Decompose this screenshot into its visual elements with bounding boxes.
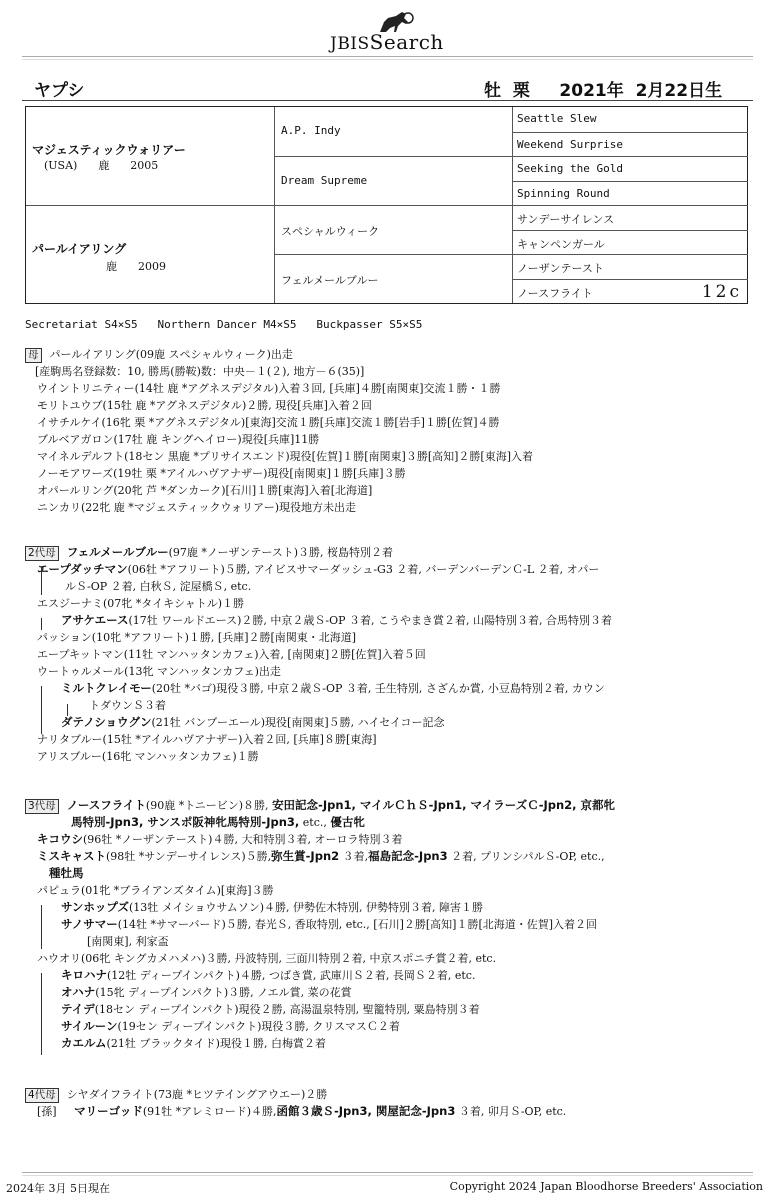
- logo-text-search: Search: [369, 30, 444, 54]
- progeny-detail-cont: ルＳ-OP ２着, 白秋Ｓ, 淀屋橋Ｓ, etc.: [65, 580, 252, 593]
- progeny-name: キロハナ: [61, 968, 107, 982]
- gen2-badge: 2代母: [25, 546, 59, 561]
- progeny-detail: ２着, プリンシパルＳ-OP, etc.,: [447, 850, 605, 863]
- pedigree-gen3-cell: [512, 107, 748, 132]
- progeny-detail: (21牡 バンブーエール)現役[南関東]５勝, ハイセイコー記念: [151, 716, 445, 729]
- tree-line: [41, 686, 42, 734]
- progeny-detail: (12牡 ディープインパクト)４勝, つばき賞, 武庫川Ｓ２着, 長岡Ｓ２着, etc.: [107, 969, 476, 982]
- progeny-summary: [産駒馬名登録数：10, 勝馬(勝鞍)数：中央－１(２), 地方－６(35)]: [35, 365, 365, 378]
- pedigree-gen3-name[interactable]: Seattle Slew: [517, 112, 597, 125]
- tree-line: [41, 973, 42, 1055]
- dam-section: [25, 346, 755, 516]
- fourth-dam-line: シヤダイフライト(73鹿 *ヒツテイングアウエー)２勝: [66, 1088, 328, 1101]
- pedigree-gen2-name[interactable]: フェルメールブルー: [281, 274, 379, 287]
- horse-name: ヤプシ: [34, 81, 85, 101]
- sire-name[interactable]: マジェスティックウォリアー: [32, 143, 186, 157]
- progeny-name: サンホップズ: [61, 900, 129, 914]
- progeny-item: パピュラ(01牝 *ブライアンズタイム)[東海]３勝: [37, 884, 274, 897]
- pedigree-gen3-cell: [512, 230, 748, 255]
- progeny-item: マイネルデルフト(18セン 黒鹿 *プリサイスエンド)現役[佐賀]１勝[南関東]３勝[高知]２勝[東海]入着: [37, 450, 533, 463]
- pedigree-gen3-cell: [512, 279, 748, 304]
- progeny-name: マリーゴッド: [74, 1104, 143, 1118]
- inbreeding-crosses: Secretariat S4×S5 Northern Dancer M4×S5 Buckpasser S5×S5: [25, 318, 423, 331]
- progeny-name: オハナ: [61, 985, 96, 999]
- progeny-item: ブルベアガロン(17牡 鹿 キングヘイロー)現役[兵庫]11勝: [37, 433, 320, 446]
- pedigree-gen3-name[interactable]: キャンペンガール: [517, 237, 605, 251]
- progeny-detail-cont: トダウンＳ３着: [89, 699, 166, 712]
- as-of-date: 2024年 3月 5日現在: [6, 1182, 110, 1195]
- progeny-detail: ３着,: [339, 850, 369, 863]
- progeny-detail: (14牡 *サマーバード)５勝, 春光Ｓ, 香取特別, etc., [石川]２勝[高知]１勝[北海道・佐賀]入着２回: [117, 918, 598, 931]
- progeny-detail-cont: [南関東], 利家盃: [87, 935, 169, 948]
- pedigree-gen3-name[interactable]: ノースフライト: [517, 286, 593, 300]
- progeny-name: ダテノショウグン: [61, 715, 152, 729]
- progeny-item: イサチルケイ(16牝 栗 *アグネスデジタル)[東海]交流１勝[兵庫]交流１勝[岩手]１勝[佐賀]４勝: [37, 416, 500, 429]
- progeny-item: モリトユウブ(15牡 鹿 *アグネスデジタル)２勝, 現役[兵庫]入着２回: [37, 399, 372, 412]
- tree-line: [41, 618, 42, 630]
- pedigree-gen3-name[interactable]: Seeking the Gold: [517, 162, 623, 175]
- title-rule: [22, 100, 753, 101]
- progeny-detail: (98牡 *サンデーサイレンス)５勝,: [106, 850, 272, 863]
- gen1-badge: 母: [25, 348, 42, 363]
- progeny-item: ノーモアワーズ(19牡 栗 *アイルハヴアナザー)現役[南関東]１勝[兵庫]３勝: [37, 467, 406, 480]
- dam-line: パールイアリング(09鹿 スペシャルウィーク)出走: [49, 348, 293, 361]
- progeny-detail-cont: 種牡馬: [49, 866, 84, 880]
- progeny-name: ミルトクレイモー: [61, 681, 152, 695]
- progeny-item: ナリタブルー(15牡 *アイルハヴアナザー)入着２回, [兵庫]８勝[東海]: [37, 733, 377, 746]
- gen4-badge: 4代母: [25, 1088, 59, 1103]
- progeny-name: ミスキャスト: [37, 849, 106, 863]
- progeny-stakes: 弥生賞-Jpn2: [271, 849, 340, 863]
- family-number: 12c: [701, 281, 742, 302]
- pedigree-gen2-cell: [274, 107, 512, 156]
- progeny-detail: (19セン ディープインパクト)現役３勝, クリスマスＣ２着: [117, 1020, 400, 1033]
- progeny-stakes: 函館３歳Ｓ-Jpn3, 関屋記念-Jpn3: [276, 1104, 456, 1118]
- tree-line: [41, 567, 42, 595]
- footer-rule-light: [22, 1175, 753, 1176]
- progeny-detail: (13牡 メイショウサムソン)４勝, 伊勢佐木特別, 伊勢特別３着, 障害１勝: [128, 901, 484, 914]
- progeny-name: キコウシ: [37, 832, 83, 846]
- progeny-detail: (06牡 *アフリート)５勝, アイビスサマーダッシュ-G3 ２着, バーデンバーデンＣ-L ２着, オパー: [127, 563, 600, 576]
- third-dam-honor: 優古牝: [330, 815, 365, 829]
- progeny-stakes: 福島記念-Jpn3: [368, 849, 448, 863]
- second-dam-name: フェルメールブルー: [66, 545, 169, 559]
- progeny-name: カエルム: [61, 1036, 107, 1050]
- progeny-name: サイルーン: [61, 1019, 118, 1033]
- footer-rule: [22, 1172, 753, 1173]
- progeny-item: エープキットマン(11牡 マンハッタンカフェ)入着, [南関東]２勝[佐賀]入着５回: [37, 648, 426, 661]
- copyright: Copyright 2024 Japan Bloodhorse Breeders' Association: [449, 1180, 763, 1193]
- second-dam-detail: (97鹿 *ノーザンテースト)３勝, 桜島特別２着: [168, 546, 394, 559]
- third-dam-stakes-cont: 馬特別-Jpn3, サンスポ阪神牝馬特別-Jpn3,: [71, 815, 300, 829]
- pedigree-gen3-cell: [512, 181, 748, 206]
- pedigree-gen2-name[interactable]: スペシャルウィーク: [281, 225, 380, 238]
- pedigree-gen3-cell: [512, 254, 748, 279]
- header-rule-light: [22, 59, 753, 60]
- third-dam-etc: etc.,: [302, 816, 327, 829]
- grandchild-label: [孫]: [37, 1105, 57, 1118]
- second-dam-section: [25, 544, 755, 765]
- progeny-name: エープダッチマン: [37, 562, 128, 576]
- pedigree-gen3-name[interactable]: Weekend Surprise: [517, 137, 623, 151]
- logo-text-jbis: JBIS: [330, 34, 370, 54]
- pedigree-gen2-cell: [274, 205, 512, 254]
- third-dam-name: ノースフライト: [66, 798, 146, 812]
- pedigree-dam-cell: [26, 205, 274, 303]
- sire-origin: (USA) 鹿 2005: [44, 159, 159, 172]
- horse-sex-color-birthdate: 牡 栗 2021年 2月22日生: [484, 81, 723, 101]
- dam-origin: 鹿 2009: [106, 260, 166, 273]
- third-dam-section: [25, 797, 755, 1052]
- pedigree-table: [25, 106, 748, 304]
- progeny-detail: (21牡 ブラックタイド)現役１勝, 白梅賞２着: [106, 1037, 326, 1050]
- third-dam-stakes: 安田記念-Jpn1, マイルＣｈＳ-Jpn1, マイラーズＣ-Jpn2, 京都牝: [272, 798, 616, 812]
- header-rule: [22, 56, 753, 57]
- gen3-badge: 3代母: [25, 799, 59, 814]
- pedigree-gen2-name[interactable]: A.P. Indy: [281, 124, 341, 137]
- progeny-name: テイデ: [61, 1002, 95, 1016]
- pedigree-gen3-name[interactable]: ノーザンテースト: [517, 262, 604, 275]
- pedigree-gen3-cell: [512, 156, 748, 181]
- progeny-item: エスジーナミ(07牝 *タイキシャトル)１勝: [37, 597, 245, 610]
- progeny-item: ハウオリ(06牝 キングカメハメハ)３勝, 丹波特別, 三面川特別２着, 中京スポニチ賞２着, etc.: [37, 952, 497, 965]
- progeny-name: サノサマー: [61, 917, 118, 931]
- pedigree-gen2-name[interactable]: Dream Supreme: [281, 174, 368, 187]
- dam-name[interactable]: パールイアリング: [32, 242, 127, 256]
- progeny-item: ウートゥルメール(13牝 マンハッタンカフェ)出走: [37, 665, 281, 678]
- pedigree-gen3-cell: [512, 132, 748, 157]
- progeny-detail: (91牡 *アレミロード)４勝,: [142, 1105, 277, 1118]
- pedigree-gen3-name[interactable]: サンデーサイレンス: [517, 213, 615, 226]
- progeny-detail: (17牡 ワールドエース)２勝, 中京２歳Ｓ-OP ３着, こうやまき賞２着, 山陽特別３着, 合馬特別３着: [128, 614, 612, 627]
- tree-line: [41, 905, 42, 949]
- progeny-detail: (96牡 *ノーザンテースト)４勝, 大和特別３着, オーロラ特別３着: [83, 833, 403, 846]
- fourth-dam-section: [25, 1086, 755, 1120]
- pedigree-gen2-cell: [274, 156, 512, 205]
- pedigree-gen3-name[interactable]: Spinning Round: [517, 186, 610, 200]
- progeny-name: アサケエース: [61, 613, 129, 627]
- third-dam-detail: (90鹿 *トニービン)８勝,: [145, 799, 269, 812]
- progeny-item: オパールリング(20牝 芦 *ダンカーク)[石川]１勝[東海]入着[北海道]: [37, 484, 373, 497]
- jbis-logo[interactable]: [330, 10, 460, 54]
- progeny-item: ウイントリニティー(14牡 鹿 *アグネスデジタル)入着３回, [兵庫]４勝[南関東]交流１勝・１勝: [37, 382, 501, 395]
- progeny-item: アリスブルー(16牝 マンハッタンカフェ)１勝: [37, 750, 259, 763]
- progeny-item: ニンカリ(22牝 鹿 *マジェスティックウォリアー)現役地方未出走: [37, 501, 356, 514]
- progeny-detail: (20牡 *バゴ)現役３勝, 中京２歳Ｓ-OP ３着, 壬生特別, さざんか賞, 小豆島特別２着, カウン: [151, 682, 605, 695]
- pedigree-gen3-cell: [512, 205, 748, 230]
- progeny-item: パッション(10牝 *アフリート)１勝, [兵庫]２勝[南関東・北海道]: [37, 631, 357, 644]
- pedigree-gen2-cell: [274, 254, 512, 303]
- tree-line: [67, 704, 68, 716]
- progeny-detail: (18セン ディープインパクト)現役２勝, 高湯温泉特別, 聖籠特別, 粟島特別３着: [94, 1003, 480, 1016]
- pedigree-sire-cell: [26, 107, 274, 205]
- progeny-detail: ３着, 卯月Ｓ-OP, etc.: [455, 1105, 567, 1118]
- header: [0, 0, 775, 62]
- progeny-detail: (15牝 ディープインパクト)３勝, ノエル賞, 菜の花賞: [95, 986, 352, 999]
